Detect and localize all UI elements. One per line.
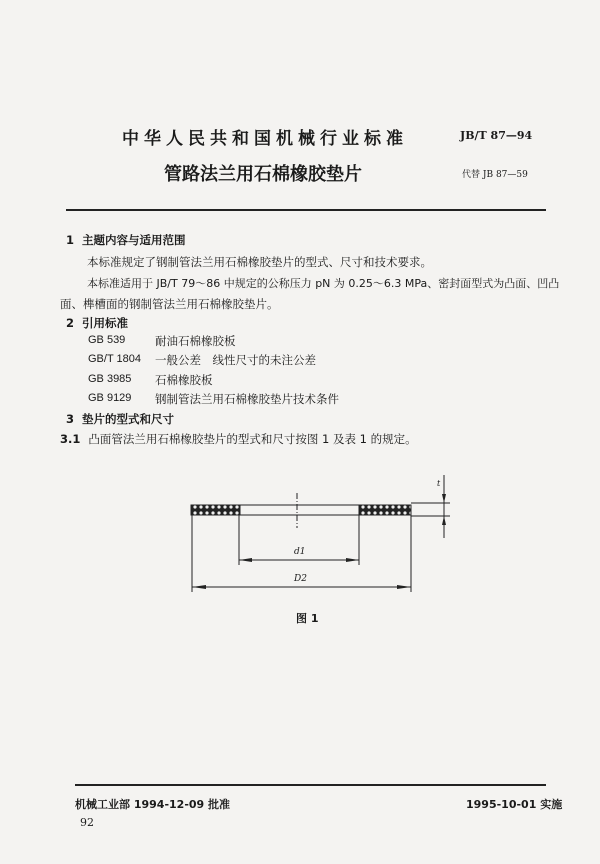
subsection-text: 凸面管法兰用石棉橡胶垫片的型式和尺寸按图 1 及表 1 的规定。 <box>88 432 417 446</box>
D2-label: D2 <box>294 574 307 584</box>
paragraph: 本标准适用于 JB/T 79～86 中规定的公称压力 pN 为 0.25～6.3 MPa、密封面型式为凸面、凹凸 <box>87 277 560 290</box>
ref-title: 耐油石棉橡胶板 <box>155 334 236 348</box>
ref-title: 钢制管法兰用石棉橡胶垫片技术条件 <box>155 392 339 406</box>
section-title: 引用标准 <box>82 316 129 330</box>
section-number: 1 <box>66 233 75 247</box>
standard-number: JB/T 87—94 <box>460 129 533 142</box>
ref-code: GB 539 <box>88 334 126 346</box>
paragraph: 本标准规定了钢制管法兰用石棉橡胶垫片的型式、尺寸和技术要求。 <box>87 255 432 269</box>
ref-code: GB 9129 <box>88 392 132 404</box>
effective-date: 1995-10-01 实施 <box>466 798 563 811</box>
ref-title: 石棉橡胶板 <box>155 373 213 387</box>
ref-code: GB/T 1804 <box>88 353 141 365</box>
document-title: 管路法兰用石棉橡胶垫片 <box>164 164 362 185</box>
section-number: 3 <box>66 412 75 426</box>
replaces-note: 代替 JB 87—59 <box>462 170 528 180</box>
paragraph-continuation: 面、榫槽面的钢制管法兰用石棉橡胶垫片。 <box>60 297 279 311</box>
org-title: 中华人民共和国机械行业标准 <box>122 129 408 149</box>
ref-title: 一般公差 线性尺寸的未注公差 <box>155 353 316 367</box>
footer-rule <box>75 784 546 786</box>
ref-code: GB 3985 <box>88 373 132 385</box>
gasket-section-right <box>359 505 411 515</box>
section-title: 垫片的型式和尺寸 <box>82 412 175 426</box>
approval-note: 机械工业部 1994-12-09 批准 <box>75 798 231 811</box>
page-number: 92 <box>80 816 94 829</box>
gasket-section-left <box>191 505 240 515</box>
d1-label: d1 <box>294 547 306 557</box>
figure-caption: 图 1 <box>296 612 319 625</box>
section-title: 主题内容与适用范围 <box>82 233 186 247</box>
section-number: 2 <box>66 316 75 330</box>
thickness-label: t <box>437 479 441 488</box>
subsection-number: 3.1 <box>60 432 81 446</box>
